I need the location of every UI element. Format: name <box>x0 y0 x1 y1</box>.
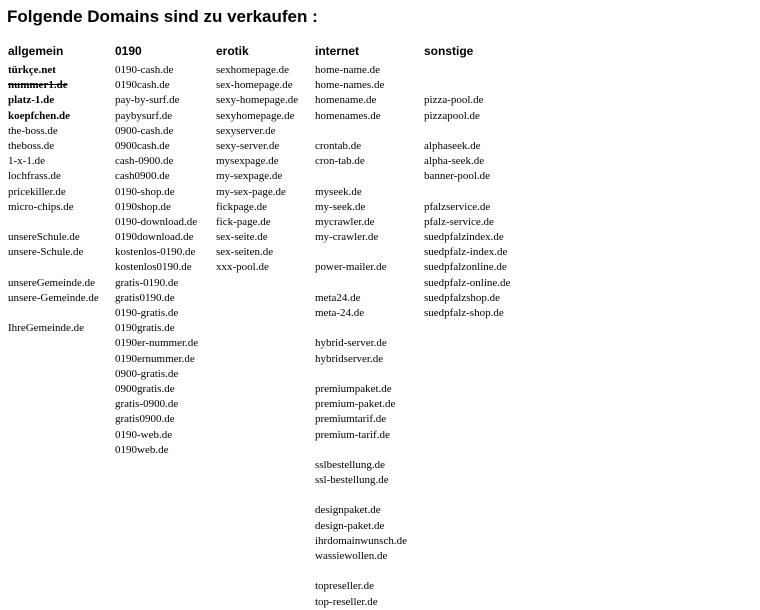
column-sonstige <box>424 44 510 321</box>
domain-list <box>115 63 198 458</box>
domain-link[interactable]: unsereGemeinde.de <box>8 276 96 289</box>
domain-link[interactable]: home-name.de <box>315 64 381 76</box>
domain-link[interactable]: 0900gratis.de <box>115 382 175 395</box>
domain-link[interactable]: mysexpage.de <box>216 155 279 168</box>
domain-link[interactable]: meta-24.de <box>315 307 365 319</box>
domain-link[interactable]: 0190shop.de <box>115 200 171 213</box>
domain-link[interactable]: power-mailer.de <box>315 261 387 274</box>
domain-link[interactable]: premiumtarif.de <box>315 413 387 426</box>
column-erotik <box>216 44 298 276</box>
domain-link[interactable]: sex-seiten.de <box>216 246 274 259</box>
domain-link[interactable]: suedpfalz-index.de <box>424 246 508 259</box>
domain-link[interactable]: gratis0190.de <box>115 291 175 304</box>
domain-link[interactable]: mycrawler.de <box>315 215 375 228</box>
domain-link[interactable]: pfalzservice.de <box>424 200 491 213</box>
domain-link[interactable]: lochfrass.de <box>8 170 61 183</box>
column-header: allgemein <box>8 44 64 58</box>
spacer <box>424 78 510 93</box>
domain-link[interactable]: alpha-seek.de <box>424 155 485 168</box>
domain-link[interactable]: gratis0900.de <box>115 413 175 426</box>
domain-link[interactable]: 0190-cash.de <box>115 64 174 76</box>
spacer <box>8 215 99 230</box>
spacer <box>315 321 407 336</box>
domain-link[interactable]: sex-seite.de <box>216 231 268 244</box>
domain-link[interactable]: 0190web.de <box>115 443 169 456</box>
domain-link[interactable]: sexy-server.de <box>216 139 280 152</box>
domain-link[interactable]: 0900-gratis.de <box>115 367 179 380</box>
column-header: 0190 <box>115 44 142 58</box>
spacer <box>8 306 99 321</box>
domain-link[interactable]: platz-1.de <box>8 94 55 107</box>
column-header: erotik <box>216 44 249 58</box>
domain-link[interactable]: cash0900.de <box>115 170 170 183</box>
spacer <box>8 260 99 275</box>
domain-link[interactable]: IhreGemeinde.de <box>8 322 85 335</box>
spacer <box>315 245 407 260</box>
domain-link[interactable]: alphaseek.de <box>424 139 481 152</box>
domain-link[interactable]: 0190-shop.de <box>115 185 175 198</box>
spacer <box>315 564 407 579</box>
domain-link[interactable]: 0190gratis.de <box>115 322 175 335</box>
domain-link[interactable]: paybysurf.de <box>115 109 173 122</box>
spacer <box>424 63 510 78</box>
domain-link[interactable]: ihrdomainwunsch.de <box>315 534 407 547</box>
spacer <box>315 169 407 184</box>
domain-link[interactable]: premiumpaket.de <box>315 382 392 395</box>
spacer <box>315 443 407 458</box>
domain-link[interactable]: cron-tab.de <box>315 155 365 168</box>
domain-link[interactable]: cash-0900.de <box>115 155 174 168</box>
domain-list <box>424 63 510 321</box>
domain-link[interactable]: suedpfalz-shop.de <box>424 307 504 319</box>
domain-link[interactable]: meta24.de <box>315 291 361 304</box>
domain-link[interactable]: 0190-download.de <box>115 215 198 228</box>
domain-link[interactable]: 1-x-1.de <box>8 155 45 168</box>
spacer <box>315 276 407 291</box>
domain-link[interactable]: pfalz-service.de <box>424 215 494 228</box>
domain-link[interactable]: suedpfalzonline.de <box>424 261 507 274</box>
domain-link[interactable]: xxx-pool.de <box>216 261 269 274</box>
domain-link[interactable]: 0190-gratis.de <box>115 307 179 319</box>
domain-link[interactable]: sexyserver.de <box>216 124 276 137</box>
domain-link[interactable]: sexhomepage.de <box>216 64 289 76</box>
domain-link[interactable]: sex-homepage.de <box>216 79 293 92</box>
column-header: sonstige <box>424 44 474 58</box>
domain-link[interactable]: 0190cash.de <box>115 79 170 92</box>
domain-link[interactable]: unsereSchule.de <box>8 231 80 244</box>
domain-link[interactable]: designpaket.de <box>315 504 381 517</box>
domain-link[interactable]: nummer1.de <box>8 79 68 92</box>
domain-link[interactable]: koepfchen.de <box>8 109 71 122</box>
domain-link[interactable]: 0190er-nummer.de <box>115 337 199 350</box>
domain-link[interactable]: kostenlos0190.de <box>115 261 192 274</box>
domain-link[interactable]: hybridserver.de <box>315 352 384 365</box>
domain-link[interactable]: gratis-0190.de <box>115 276 179 289</box>
domain-link[interactable]: my-crawler.de <box>315 231 379 244</box>
domain-link[interactable]: fickpage.de <box>216 200 267 213</box>
domain-list <box>8 63 99 336</box>
domain-link[interactable]: kostenlos-0190.de <box>115 246 196 259</box>
domain-link[interactable]: design-paket.de <box>315 519 385 532</box>
column-allgemein <box>8 44 99 336</box>
domain-list <box>216 63 298 276</box>
domain-link[interactable]: homename.de <box>315 94 377 107</box>
domain-link[interactable]: hybrid-server.de <box>315 337 387 350</box>
domain-list <box>315 63 407 610</box>
domain-link[interactable]: 0900-cash.de <box>115 124 174 137</box>
domain-link[interactable]: my-sex-page.de <box>216 185 286 198</box>
domain-link[interactable]: micro-chips.de <box>8 200 74 213</box>
domain-link[interactable]: fick-page.de <box>216 215 271 228</box>
domain-link[interactable]: pizza-pool.de <box>424 94 484 107</box>
domain-link[interactable]: unsere-Gemeinde.de <box>8 291 99 304</box>
domain-link[interactable]: suedpfalzindex.de <box>424 231 504 244</box>
domain-link[interactable]: suedpfalzshop.de <box>424 291 501 304</box>
domain-link[interactable]: homenames.de <box>315 109 381 122</box>
domain-link[interactable]: suedpfalz-online.de <box>424 276 511 289</box>
domain-link[interactable]: premium-paket.de <box>315 398 396 411</box>
domain-link[interactable]: theboss.de <box>8 139 55 152</box>
domain-link[interactable]: banner-pool.de <box>424 170 491 183</box>
domain-link[interactable]: my-seek.de <box>315 200 366 213</box>
domain-link[interactable]: sslbestellung.de <box>315 458 385 471</box>
column-0190 <box>115 44 198 458</box>
domain-link[interactable]: premium-tarif.de <box>315 428 390 441</box>
domain-link[interactable]: 0190download.de <box>115 231 194 244</box>
column-header: internet <box>315 44 360 58</box>
spacer <box>315 124 407 139</box>
domain-link[interactable]: pay-by-surf.de <box>115 94 180 107</box>
page-title: Folgende Domains sind zu verkaufen : <box>7 7 318 26</box>
domain-link[interactable]: the-boss.de <box>8 124 58 137</box>
domain-link[interactable]: 0900cash.de <box>115 139 170 152</box>
domain-link[interactable]: ssl-bestellung.de <box>315 474 389 487</box>
domain-link[interactable]: my-sexpage.de <box>216 170 283 183</box>
domain-link[interactable]: home-names.de <box>315 79 385 92</box>
domain-link[interactable]: unsere-Schule.de <box>8 246 84 259</box>
domain-link[interactable]: sexy-homepage.de <box>216 94 299 107</box>
domain-link[interactable]: topreseller.de <box>315 580 374 593</box>
spacer <box>424 124 510 139</box>
spacer <box>315 488 407 503</box>
domain-link[interactable]: pricekiller.de <box>8 185 66 198</box>
domain-link[interactable]: gratis-0900.de <box>115 398 179 411</box>
domain-link[interactable]: 0190ernummer.de <box>115 352 195 365</box>
spacer <box>315 367 407 382</box>
domain-link[interactable]: türkçe.net <box>8 64 56 76</box>
domain-link[interactable]: 0190-web.de <box>115 428 173 441</box>
domain-link[interactable]: pizzapool.de <box>424 109 480 122</box>
domain-link[interactable]: wassiewollen.de <box>315 550 388 562</box>
column-internet <box>315 44 407 610</box>
domain-link[interactable]: myseek.de <box>315 185 362 198</box>
domain-link[interactable]: top-reseller.de <box>315 595 378 608</box>
domain-link[interactable]: crontab.de <box>315 139 362 152</box>
domain-link[interactable]: sexyhomepage.de <box>216 109 295 122</box>
spacer <box>424 185 510 200</box>
